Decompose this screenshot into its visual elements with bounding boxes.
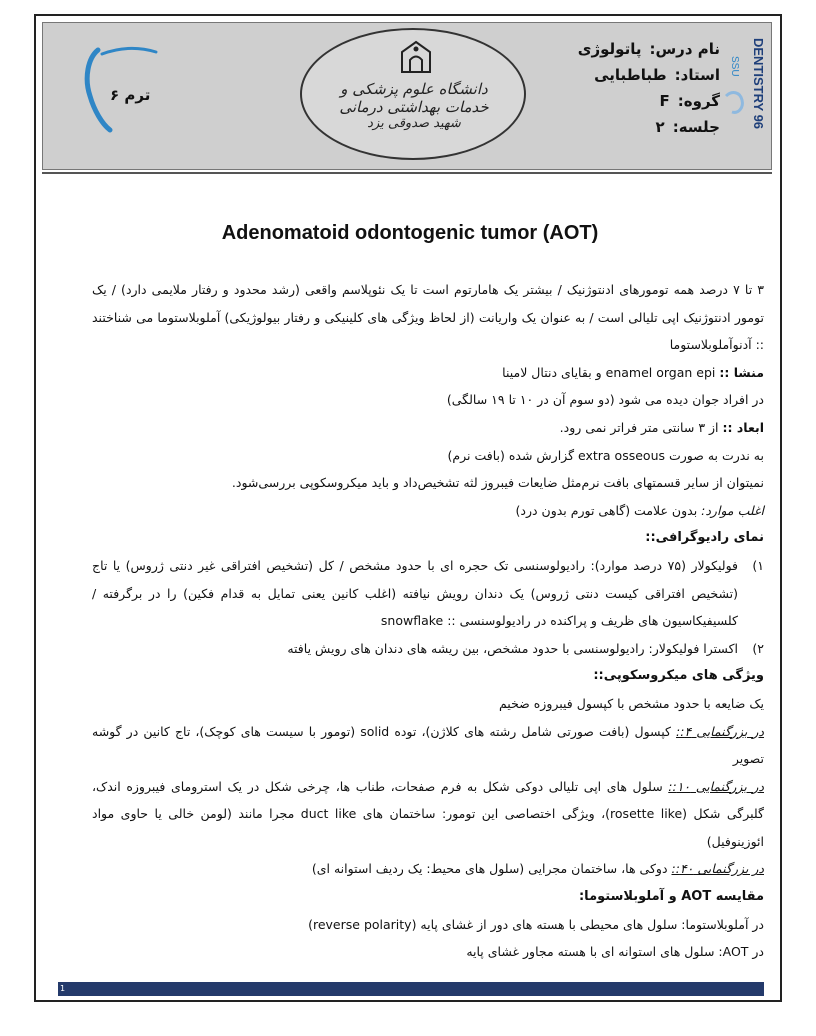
list-item bbox=[92, 635, 764, 663]
comparison-line-1: در آملوبلاستوما: سلول های محیطی با هسته های دور از غشای پایه (reverse polarity) bbox=[308, 916, 764, 932]
header-divider bbox=[42, 172, 772, 174]
session-label: جلسه: bbox=[672, 118, 720, 136]
document-body bbox=[92, 276, 764, 966]
page-number: 1 bbox=[60, 984, 66, 993]
origin-line bbox=[92, 359, 764, 387]
comparison-heading: مقایسه AOT و آملوبلاستوما: bbox=[578, 889, 764, 905]
dentistry-logo-small: SSU bbox=[729, 56, 740, 77]
mag4-text: کپسول (بافت صورتی شامل رشته های کلاژن)، توده solid (تومور با سیست های کوچک)، تاج کانین در گوشه تصویر bbox=[92, 723, 764, 767]
size-line bbox=[92, 414, 764, 442]
mostly-text: بدون علامت (گاهی تورم بدون درد) bbox=[515, 502, 698, 518]
mag40-text: دوکی ها، ساختمان مجرایی (سلول های محیط: یک ردیف استوانه ای) bbox=[311, 861, 668, 877]
list-item-text: فولیکولار (۷۵ درصد موارد): رادیولوسنسی تک حجره ای با حدود مشخص / کل (تشخیص افتراقی غیر دنتی ژروس) یا تاج (تشخیص افتراقی کیست دنتی ژروس) یک دندان رویش نیافته (اغلب کانین یعنی تمایل به قدام فکین) را در برگرفته / کلسیفیکاسیون های ظریف و پراکنده در رادیولوسنسی :: snowflake bbox=[92, 557, 739, 629]
course-row bbox=[578, 36, 720, 62]
size-text: از ۳ سانتی متر فراتر نمی رود. bbox=[559, 419, 719, 435]
logo-text-university: دانشگاه علوم پزشکی و خدمات بهداشتی درمانی bbox=[339, 80, 489, 116]
size-label: ابعاد :: bbox=[722, 419, 764, 435]
mag10-text: سلول های اپی تلیالی دوکی شکل به فرم صفحات، طناب ها، چرخی شکل در یک استرومای فیبروزه اندک، گلبرگی شکل (rosette like)، ویژگی اختصاصی این تومور: ساختمان های duct like مجرا مانند (لومن خالی یا حاوی مواد ائوزینوفیل) bbox=[92, 778, 764, 849]
mostly-label: اغلب موارد: bbox=[701, 502, 764, 518]
session-row bbox=[578, 114, 720, 140]
mag40-line bbox=[92, 855, 764, 883]
mag4-label: در بزرگنمایی ۴:: bbox=[676, 723, 765, 739]
instructor-label: استاد: bbox=[674, 66, 720, 84]
mostly-line bbox=[92, 497, 764, 525]
radiographic-list bbox=[92, 552, 764, 662]
list-item-text: اکسترا فولیکولار: رادیولوسنسی با حدود مشخص، بین ریشه های دندان های رویش یافته bbox=[287, 640, 738, 656]
university-emblem-icon bbox=[399, 40, 433, 76]
dentistry-logo-text: DENTISTRY 96 bbox=[751, 38, 766, 130]
document-title: Adenomatoid odontogenic tumor (AOT) bbox=[221, 222, 599, 244]
comparison-line-2: در AOT: سلول های استوانه ای با هسته مجاور غشای پایه bbox=[466, 944, 764, 960]
course-label: نام درس: bbox=[649, 40, 720, 58]
course-info bbox=[578, 36, 720, 140]
microscopic-heading: ویژگی های میکروسکوپی:: bbox=[593, 668, 764, 684]
age-line: در افراد جوان دیده می شود (دو سوم آن در ۱۰ تا ۱۹ سالگی) bbox=[446, 392, 764, 408]
university-logo bbox=[300, 28, 526, 160]
intro-paragraph: ۳ تا ۷ درصد همه تومورهای ادنتوژنیک / بیشتر یک هامارتوم است تا یک نئوپلاسم واقعی (رشد محدود و رفتار ملایمی دارد) / یک تومور ادنتوژنیک اپی تلیالی است / به عنوان یک واریانت (از لحاظ ویژگی های کلینیکی و رفتار بیولوژیکی) آملوبلاستوما می شناختند :: آدنوآملوبلاستوما bbox=[92, 282, 765, 353]
footer-bar bbox=[58, 982, 764, 996]
list-item-number: ۲) bbox=[752, 640, 764, 656]
origin-label: منشا :: bbox=[719, 364, 764, 380]
logo-text-city: شهید صدوقی یزد bbox=[367, 116, 461, 131]
radiographic-heading: نمای رادیوگرافی:: bbox=[645, 530, 764, 546]
dentistry-logo bbox=[724, 34, 770, 162]
instructor-value: طباطبایی bbox=[594, 66, 667, 84]
session-value: ۲ bbox=[655, 118, 665, 136]
extraosseous-line: به ندرت به صورت extra osseous گزارش شده (بافت نرم) bbox=[447, 447, 764, 463]
list-item bbox=[92, 552, 764, 635]
list-item-number: ۱) bbox=[752, 557, 764, 573]
origin-text: enamel organ epi و بقایای دنتال لامینا bbox=[502, 364, 716, 380]
mag40-label: در بزرگنمایی ۴۰:: bbox=[671, 861, 764, 877]
group-label: گروه: bbox=[677, 92, 720, 110]
mag10-label: در بزرگنمایی ۱۰:: bbox=[668, 778, 764, 794]
micro-line-1: یک ضایعه با حدود مشخص با کپسول فیبروزه ضخیم bbox=[498, 695, 764, 711]
term-label: ترم ۶ bbox=[110, 86, 151, 104]
differential-line: نمیتوان از سایر قسمتهای بافت نرم‌مثل ضایعات فیبروز لثه تشخیص‌داد و باید میکروسکوپی بررسی‌شود. bbox=[231, 475, 764, 491]
group-row bbox=[578, 88, 720, 114]
course-value: پاتولوژی bbox=[577, 40, 642, 58]
group-value: F bbox=[659, 92, 670, 110]
mag4-line bbox=[92, 718, 764, 773]
instructor-row bbox=[578, 62, 720, 88]
mag10-line bbox=[92, 773, 764, 856]
